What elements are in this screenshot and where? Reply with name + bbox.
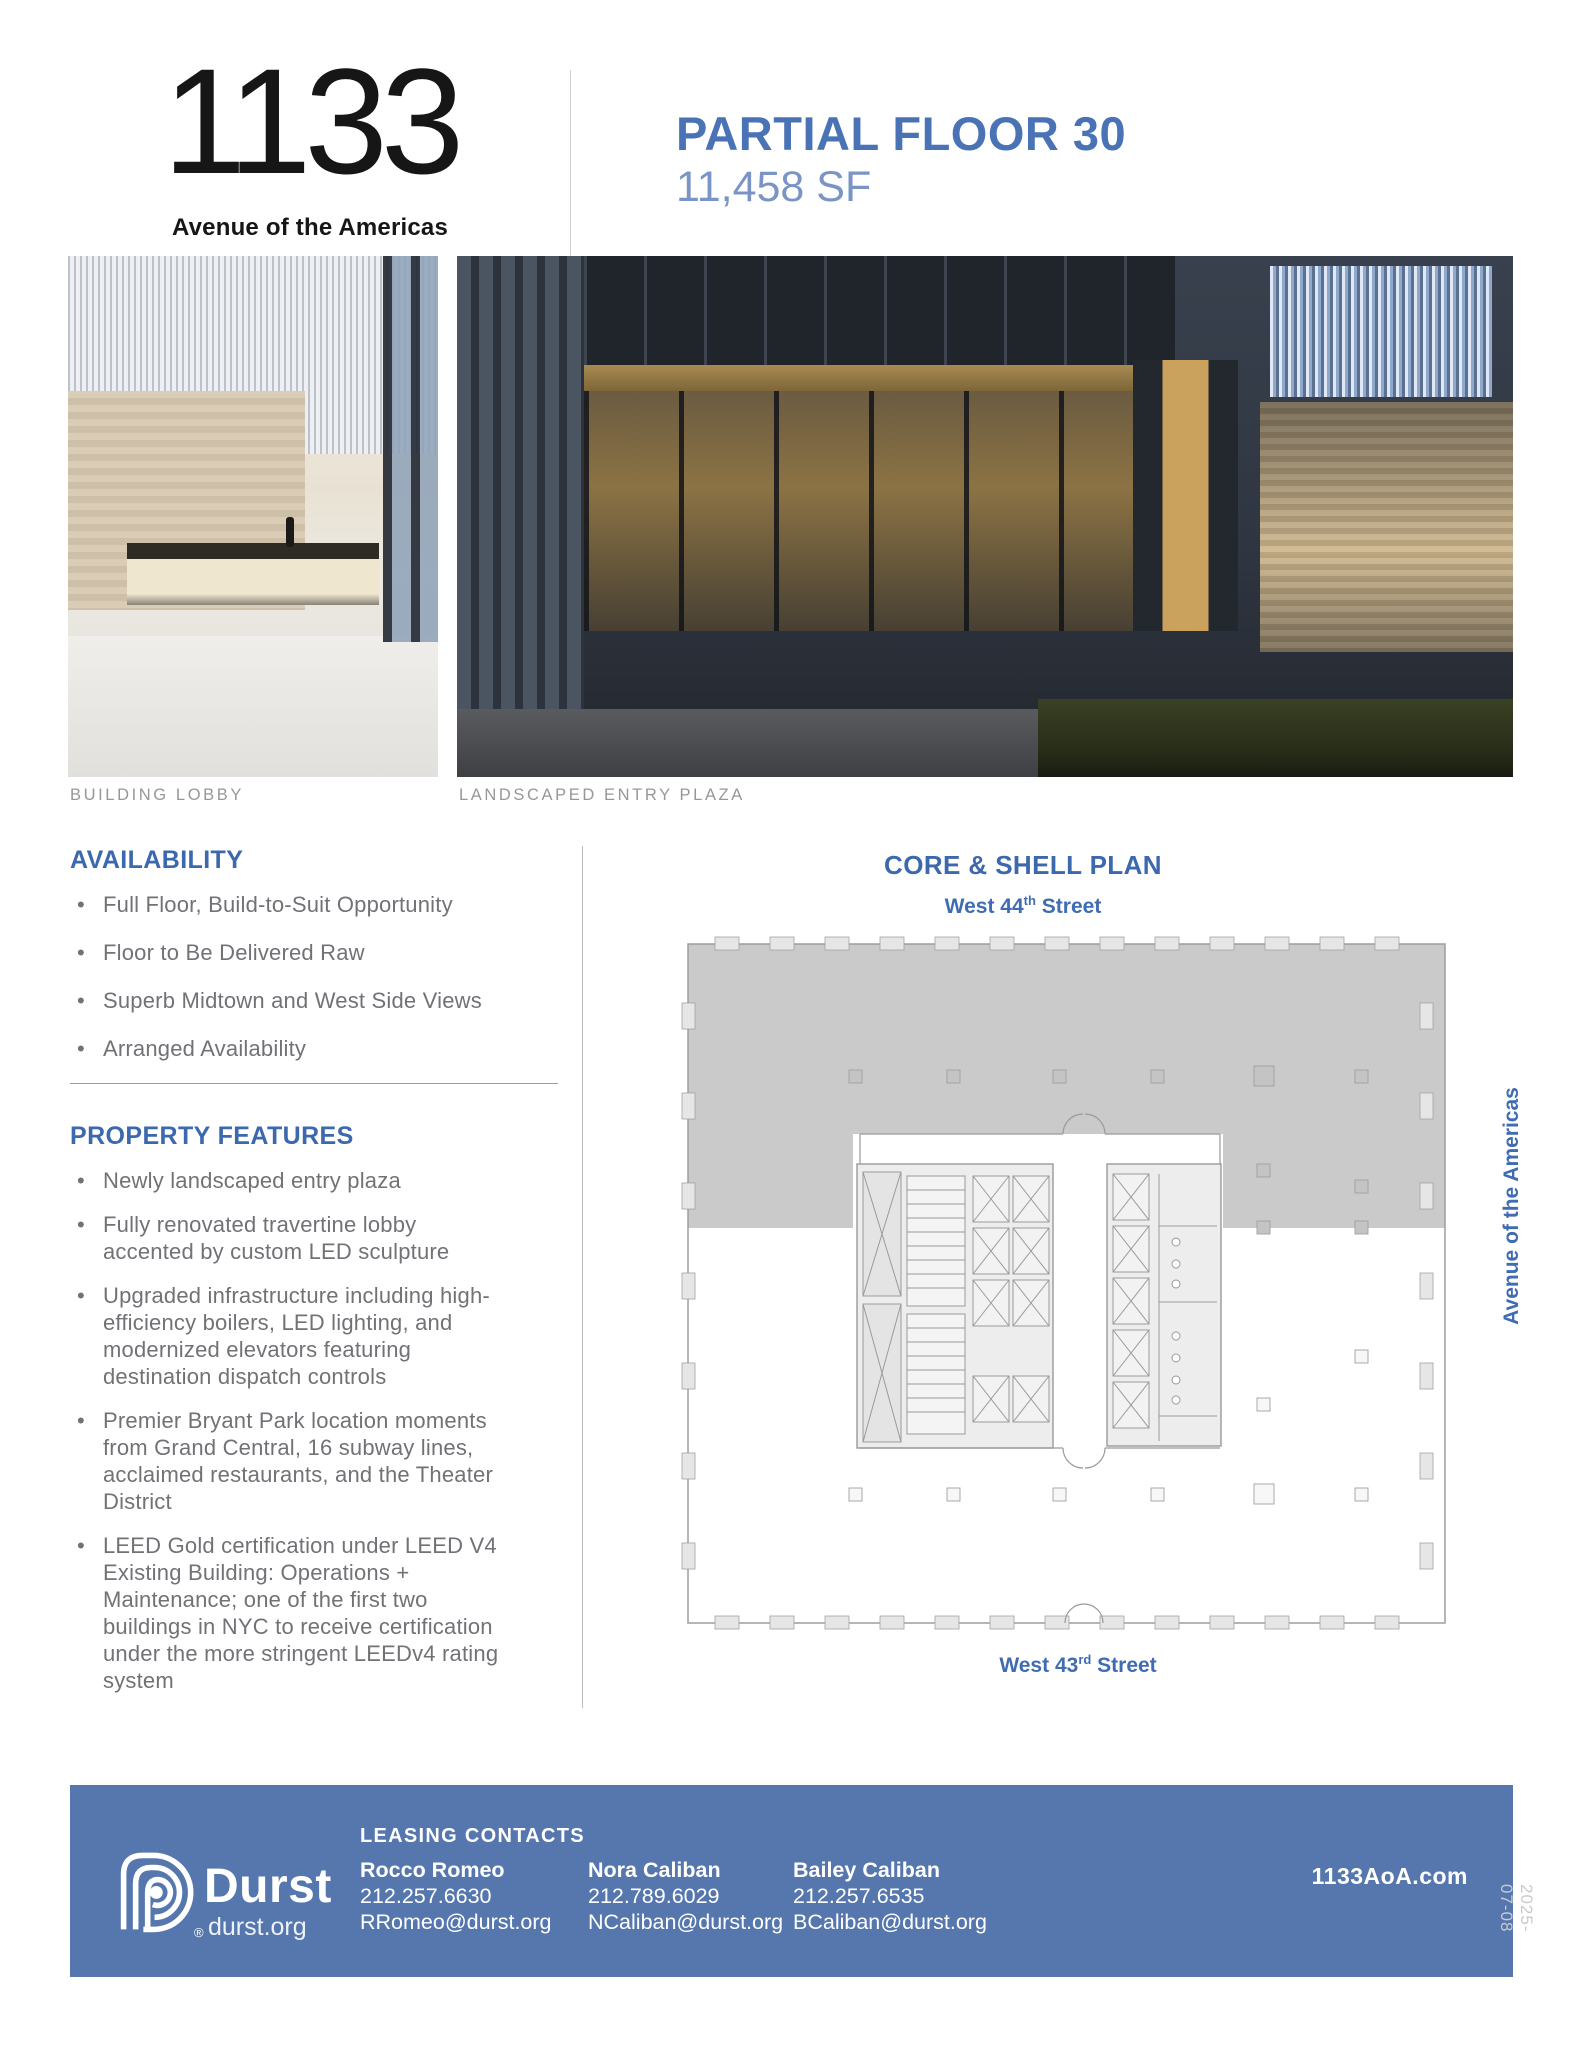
contact-name: Rocco Romeo <box>360 1858 505 1882</box>
list-item: • Arranged Availability <box>70 1035 512 1062</box>
street-text: West 44 <box>944 895 1024 918</box>
photo-texture <box>584 256 1175 371</box>
date-stamp: 2025-07-08 <box>1497 1884 1536 1933</box>
property-features-list <box>70 1167 512 1694</box>
column-divider <box>582 846 583 1708</box>
building-logo <box>140 37 480 242</box>
list-item: • Superb Midtown and West Side Views <box>70 987 512 1014</box>
photo-texture <box>68 636 438 777</box>
durst-website-link[interactable]: durst.org <box>208 1913 307 1941</box>
details-column <box>70 846 512 1711</box>
street-text: Street <box>1091 1654 1157 1677</box>
lobby-photo-caption: BUILDING LOBBY <box>70 786 244 804</box>
contact-email-link[interactable]: NCaliban@durst.org <box>588 1910 784 1934</box>
page-title: PARTIAL FLOOR 30 <box>676 107 1127 160</box>
list-item: • Upgraded infrastructure including high-efficiency boilers, LED lighting, and modernized elevators featuring destination dispatch controls <box>70 1282 512 1390</box>
photo-texture <box>127 543 379 606</box>
street-text: West 43 <box>999 1654 1079 1677</box>
building-name: Avenue of the Americas <box>171 214 449 241</box>
street-ordinal: th <box>1023 893 1036 908</box>
contact-email-link[interactable]: RRomeo@durst.org <box>360 1910 552 1934</box>
floor-area: 11,458 SF <box>676 163 872 211</box>
street-label-west-43 <box>683 1652 1473 1678</box>
availability-list <box>70 891 512 1062</box>
contact-phone: 212.789.6029 <box>588 1884 720 1908</box>
photo-texture <box>286 517 294 547</box>
list-item: • Premier Bryant Park location moments from Grand Central, 16 subway lines, acclaimed restaurants, and the Theater District <box>70 1407 512 1515</box>
leasing-contact <box>588 1857 803 1935</box>
header-divider <box>570 70 571 262</box>
registered-trademark: ® <box>194 1925 204 1940</box>
list-item: • Floor to Be Delivered Raw <box>70 939 512 966</box>
availability-heading: AVAILABILITY <box>70 846 244 874</box>
photo-texture <box>1133 360 1239 631</box>
entry-plaza-photo <box>457 256 1513 777</box>
photo-texture <box>383 256 439 642</box>
list-item: • LEED Gold certification under LEED V4 Existing Building: Operations + Maintenance; one of the first two buildings in NYC to receive certification under the more stringent LEEDv4 rating system <box>70 1532 512 1694</box>
photo-texture <box>1260 402 1513 652</box>
street-label-avenue-of-the-americas: Avenue of the Americas <box>1500 1087 1523 1325</box>
list-item: • Fully renovated travertine lobby accented by custom LED sculpture <box>70 1211 512 1265</box>
footer <box>70 1785 1513 1977</box>
photo-texture <box>457 256 584 777</box>
building-number: 1133 <box>162 37 458 205</box>
leasing-contact <box>793 1857 1008 1935</box>
photo-texture <box>1038 699 1513 777</box>
leasing-contacts-heading: LEASING CONTACTS <box>360 1825 585 1847</box>
plaza-photo-caption: LANDSCAPED ENTRY PLAZA <box>459 786 745 804</box>
durst-logo-icon <box>115 1845 201 1933</box>
contact-name: Bailey Caliban <box>793 1858 940 1882</box>
leasing-contact <box>360 1857 575 1935</box>
photo-texture <box>584 365 1133 391</box>
photo-texture <box>457 709 1112 777</box>
contact-phone: 212.257.6630 <box>360 1884 492 1908</box>
section-divider <box>70 1083 558 1084</box>
property-features-heading: PROPERTY FEATURES <box>70 1122 354 1150</box>
street-text: Street <box>1035 895 1102 918</box>
contact-phone: 212.257.6535 <box>793 1884 925 1908</box>
plan-core-left <box>857 1164 1053 1448</box>
plan-heading: CORE & SHELL PLAN <box>884 850 1162 880</box>
photo-texture <box>584 391 1133 631</box>
contact-name: Nora Caliban <box>588 1858 721 1882</box>
street-ordinal: rd <box>1078 1652 1092 1667</box>
core-shell-plan-drawing <box>655 936 1460 1636</box>
building-website-link[interactable]: 1133AoA.com <box>1311 1863 1468 1889</box>
building-lobby-photo <box>68 256 438 777</box>
street-label-west-44 <box>628 893 1418 919</box>
plan-core-right <box>1107 1164 1221 1446</box>
list-item: • Full Floor, Build-to-Suit Opportunity <box>70 891 512 918</box>
contact-email-link[interactable]: BCaliban@durst.org <box>793 1910 987 1934</box>
durst-brand-name: Durst <box>204 1860 332 1913</box>
photo-texture <box>1270 266 1492 396</box>
list-item: • Newly landscaped entry plaza <box>70 1167 512 1194</box>
